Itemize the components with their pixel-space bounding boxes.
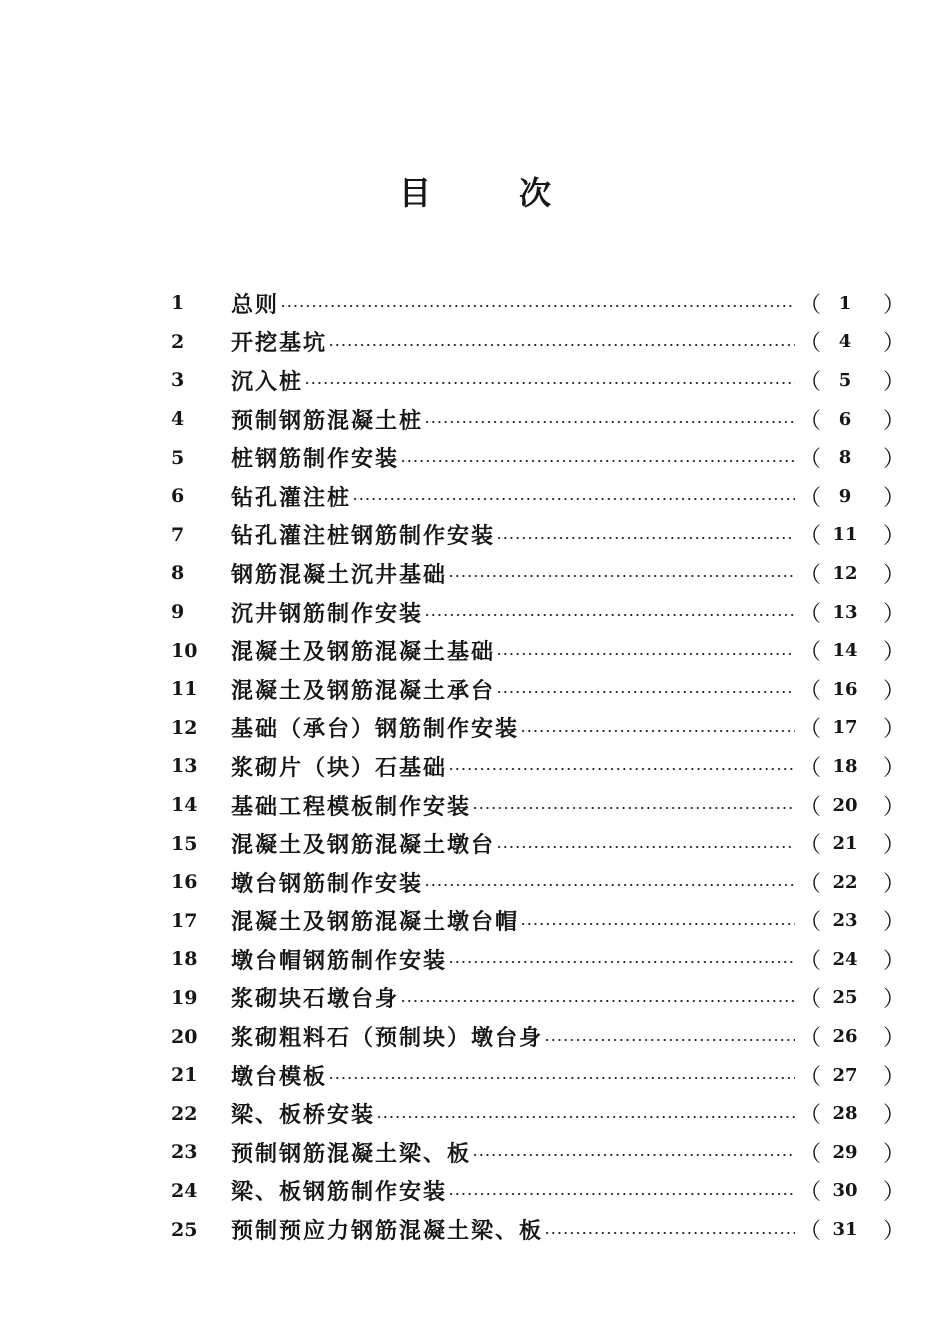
toc-entry-number: 2 bbox=[171, 330, 185, 353]
page-open-paren: （ bbox=[799, 1219, 822, 1245]
page-close-paren: ） bbox=[883, 794, 906, 820]
toc-entry[interactable] bbox=[165, 979, 905, 1018]
toc-entry-title: 桩钢筋制作安装 bbox=[231, 447, 400, 473]
page-open-paren: （ bbox=[799, 987, 822, 1013]
toc-entry-title-wrap bbox=[231, 712, 797, 743]
toc-entry-page: 31 bbox=[832, 1219, 858, 1241]
dot-leader bbox=[424, 884, 795, 886]
toc-entry[interactable] bbox=[165, 1056, 905, 1095]
toc-entry[interactable] bbox=[165, 863, 905, 902]
toc-entry[interactable] bbox=[165, 1017, 905, 1056]
page-open-paren: （ bbox=[799, 1103, 822, 1129]
dot-leader bbox=[448, 961, 795, 963]
page-close-paren: ） bbox=[883, 485, 906, 511]
toc-entry-number: 23 bbox=[171, 1141, 198, 1164]
dot-leader bbox=[496, 691, 795, 693]
toc-entry-number: 11 bbox=[171, 678, 198, 701]
page-open-paren: （ bbox=[799, 292, 822, 318]
dot-leader bbox=[304, 382, 795, 384]
toc-entry-page: 18 bbox=[832, 755, 858, 777]
toc-entry-title: 钻孔灌注桩 bbox=[231, 485, 352, 511]
dot-leader bbox=[448, 575, 795, 577]
dot-leader bbox=[376, 1116, 795, 1118]
dot-leader bbox=[472, 1154, 795, 1156]
toc-entry[interactable] bbox=[165, 1172, 905, 1211]
toc-entry-number: 1 bbox=[171, 292, 185, 315]
toc-entry-number: 24 bbox=[171, 1179, 198, 1202]
toc-entry-number: 15 bbox=[171, 832, 198, 855]
toc-entry-title: 浆砌块石墩台身 bbox=[231, 987, 400, 1013]
toc-entry-number: 20 bbox=[171, 1025, 198, 1048]
toc-entry[interactable] bbox=[165, 747, 905, 786]
toc-entry-title: 梁、板钢筋制作安装 bbox=[231, 1180, 448, 1206]
toc-entry-title-wrap bbox=[231, 1060, 797, 1091]
page-close-paren: ） bbox=[883, 601, 906, 627]
toc-entry[interactable] bbox=[165, 400, 905, 439]
dot-leader bbox=[328, 344, 795, 346]
dot-leader bbox=[448, 768, 795, 770]
page-open-paren: （ bbox=[799, 640, 822, 666]
toc-entry-page: 24 bbox=[832, 948, 858, 970]
toc-entry-number: 12 bbox=[171, 716, 198, 739]
toc-entry-number: 18 bbox=[171, 948, 198, 971]
toc-entry[interactable] bbox=[165, 1133, 905, 1172]
toc-entry-number: 5 bbox=[171, 446, 185, 469]
toc-entry-page: 21 bbox=[832, 833, 858, 855]
page-close-paren: ） bbox=[883, 640, 906, 666]
toc-entry-page: 13 bbox=[832, 601, 858, 623]
toc-entry[interactable] bbox=[165, 670, 905, 709]
page-open-paren: （ bbox=[799, 717, 822, 743]
table-of-contents bbox=[165, 284, 905, 1249]
toc-entry-title-wrap bbox=[231, 558, 797, 589]
toc-entry-title: 钢筋混凝土沉井基础 bbox=[231, 562, 448, 588]
dot-leader bbox=[544, 1232, 795, 1234]
toc-entry-number: 9 bbox=[171, 601, 185, 624]
toc-entry-title: 开挖基坑 bbox=[231, 331, 328, 357]
page-close-paren: ） bbox=[883, 871, 906, 897]
toc-entry[interactable] bbox=[165, 940, 905, 979]
toc-entry-title-wrap bbox=[231, 635, 797, 666]
page-open-paren: （ bbox=[799, 369, 822, 395]
toc-entry-number: 8 bbox=[171, 562, 185, 585]
page-open-paren: （ bbox=[799, 447, 822, 473]
page-close-paren: ） bbox=[883, 1219, 906, 1245]
page-open-paren: （ bbox=[799, 1180, 822, 1206]
page-open-paren: （ bbox=[799, 562, 822, 588]
page-close-paren: ） bbox=[883, 1103, 906, 1129]
toc-entry[interactable] bbox=[165, 902, 905, 941]
toc-entry-page: 5 bbox=[838, 369, 852, 391]
toc-entry[interactable] bbox=[165, 361, 905, 400]
toc-entry-title: 总则 bbox=[231, 292, 280, 318]
toc-entry-title: 预制预应力钢筋混凝土梁、板 bbox=[231, 1219, 544, 1245]
toc-entry-title-wrap bbox=[231, 674, 797, 705]
toc-entry-number: 6 bbox=[171, 485, 185, 508]
page-title-left: 目 bbox=[398, 174, 431, 212]
page-open-paren: （ bbox=[799, 1026, 822, 1052]
toc-entry-number: 22 bbox=[171, 1102, 198, 1125]
toc-entry-title-wrap bbox=[231, 790, 797, 821]
page-close-paren: ） bbox=[883, 910, 906, 936]
toc-entry[interactable] bbox=[165, 631, 905, 670]
toc-entry-number: 13 bbox=[171, 755, 198, 778]
toc-entry-title-wrap bbox=[231, 751, 797, 782]
page-close-paren: ） bbox=[883, 987, 906, 1013]
toc-entry-title-wrap bbox=[231, 1137, 797, 1168]
dot-leader bbox=[520, 923, 795, 925]
toc-entry-title-wrap bbox=[231, 442, 797, 473]
dot-leader bbox=[544, 1039, 795, 1041]
toc-entry-number: 14 bbox=[171, 794, 198, 817]
toc-entry-page: 12 bbox=[832, 562, 858, 584]
page-open-paren: （ bbox=[799, 408, 822, 434]
toc-entry-title-wrap bbox=[231, 1175, 797, 1206]
toc-entry-title-wrap bbox=[231, 867, 797, 898]
toc-entry-page: 6 bbox=[838, 408, 852, 430]
toc-entry-page: 27 bbox=[832, 1064, 858, 1086]
dot-leader bbox=[496, 846, 795, 848]
dot-leader bbox=[424, 421, 795, 423]
toc-entry-page: 16 bbox=[832, 678, 858, 700]
page-close-paren: ） bbox=[883, 755, 906, 781]
toc-entry-title: 沉入桩 bbox=[231, 369, 304, 395]
page-close-paren: ） bbox=[883, 408, 906, 434]
toc-entry-title-wrap bbox=[231, 481, 797, 512]
toc-entry-title: 浆砌粗料石（预制块）墩台身 bbox=[231, 1026, 544, 1052]
page-title bbox=[0, 168, 950, 214]
dot-leader bbox=[448, 1193, 795, 1195]
toc-entry[interactable] bbox=[165, 824, 905, 863]
toc-entry-title: 梁、板桥安装 bbox=[231, 1103, 376, 1129]
toc-entry-page: 23 bbox=[832, 910, 858, 932]
page-close-paren: ） bbox=[883, 292, 906, 318]
toc-entry[interactable] bbox=[165, 786, 905, 825]
toc-entry-page: 26 bbox=[832, 1026, 858, 1048]
toc-entry-title-wrap bbox=[231, 404, 797, 435]
toc-entry-title: 墩台帽钢筋制作安装 bbox=[231, 948, 448, 974]
toc-entry-number: 4 bbox=[171, 408, 185, 431]
toc-entry-title: 基础工程模板制作安装 bbox=[231, 794, 472, 820]
toc-entry-title: 混凝土及钢筋混凝土墩台帽 bbox=[231, 910, 520, 936]
page-close-paren: ） bbox=[883, 447, 906, 473]
toc-entry-page: 30 bbox=[832, 1180, 858, 1202]
page-close-paren: ） bbox=[883, 1026, 906, 1052]
page-open-paren: （ bbox=[799, 833, 822, 859]
dot-leader bbox=[352, 498, 795, 500]
toc-entry-page: 25 bbox=[832, 987, 858, 1009]
toc-entry-page: 17 bbox=[832, 717, 858, 739]
toc-entry-title-wrap bbox=[231, 365, 797, 396]
dot-leader bbox=[280, 305, 795, 307]
toc-entry-title-wrap bbox=[231, 828, 797, 859]
toc-entry-page: 4 bbox=[838, 331, 852, 353]
toc-entry[interactable] bbox=[165, 1094, 905, 1133]
toc-entry-number: 10 bbox=[171, 639, 198, 662]
toc-entry-number: 25 bbox=[171, 1218, 198, 1241]
page-close-paren: ） bbox=[883, 562, 906, 588]
toc-entry[interactable] bbox=[165, 284, 905, 323]
toc-entry-title-wrap bbox=[231, 1021, 797, 1052]
toc-entry-title: 混凝土及钢筋混凝土承台 bbox=[231, 678, 496, 704]
toc-entry-page: 8 bbox=[838, 447, 852, 469]
dot-leader bbox=[400, 460, 795, 462]
toc-entry-title: 钻孔灌注桩钢筋制作安装 bbox=[231, 524, 496, 550]
dot-leader bbox=[424, 614, 795, 616]
dot-leader bbox=[400, 1000, 795, 1002]
page-open-paren: （ bbox=[799, 1064, 822, 1090]
toc-entry-title: 沉井钢筋制作安装 bbox=[231, 601, 424, 627]
dot-leader bbox=[328, 1077, 795, 1079]
page-open-paren: （ bbox=[799, 678, 822, 704]
page-close-paren: ） bbox=[883, 331, 906, 357]
toc-entry-title: 基础（承台）钢筋制作安装 bbox=[231, 717, 520, 743]
toc-entry-number: 21 bbox=[171, 1064, 198, 1087]
toc-entry-number: 3 bbox=[171, 369, 185, 392]
dot-leader bbox=[496, 537, 795, 539]
toc-entry-title: 混凝土及钢筋混凝土墩台 bbox=[231, 833, 496, 859]
toc-entry-number: 19 bbox=[171, 986, 198, 1009]
toc-entry-page: 11 bbox=[832, 524, 858, 546]
toc-entry[interactable] bbox=[165, 709, 905, 748]
toc-entry-page: 20 bbox=[832, 794, 858, 816]
toc-entry-title-wrap bbox=[231, 597, 797, 628]
toc-entry-page: 29 bbox=[832, 1141, 858, 1163]
toc-entry-title: 浆砌片（块）石基础 bbox=[231, 755, 448, 781]
toc-entry-title: 预制钢筋混凝土梁、板 bbox=[231, 1141, 472, 1167]
page-close-paren: ） bbox=[883, 524, 906, 550]
page-open-paren: （ bbox=[799, 331, 822, 357]
toc-entry-title-wrap bbox=[231, 1214, 797, 1245]
toc-entry-title: 混凝土及钢筋混凝土基础 bbox=[231, 640, 496, 666]
toc-entry-title: 墩台钢筋制作安装 bbox=[231, 871, 424, 897]
page-open-paren: （ bbox=[799, 524, 822, 550]
toc-entry-title-wrap bbox=[231, 519, 797, 550]
toc-entry-title-wrap bbox=[231, 982, 797, 1013]
page-close-paren: ） bbox=[883, 1141, 906, 1167]
page-open-paren: （ bbox=[799, 601, 822, 627]
page-open-paren: （ bbox=[799, 485, 822, 511]
page-close-paren: ） bbox=[883, 1064, 906, 1090]
page-close-paren: ） bbox=[883, 369, 906, 395]
page-close-paren: ） bbox=[883, 1180, 906, 1206]
toc-entry[interactable] bbox=[165, 438, 905, 477]
toc-entry-title-wrap bbox=[231, 905, 797, 936]
page-open-paren: （ bbox=[799, 755, 822, 781]
dot-leader bbox=[496, 653, 795, 655]
toc-entry-title-wrap bbox=[231, 326, 797, 357]
page-open-paren: （ bbox=[799, 910, 822, 936]
toc-entry-page: 1 bbox=[838, 292, 852, 314]
toc-entry-title: 预制钢筋混凝土桩 bbox=[231, 408, 424, 434]
toc-entry-title-wrap bbox=[231, 944, 797, 975]
toc-entry-page: 14 bbox=[832, 640, 858, 662]
toc-entry-title: 墩台模板 bbox=[231, 1064, 328, 1090]
toc-entry-page: 28 bbox=[832, 1103, 858, 1125]
page-close-paren: ） bbox=[883, 717, 906, 743]
page-close-paren: ） bbox=[883, 833, 906, 859]
page-title-right: 次 bbox=[519, 174, 552, 212]
toc-entry-number: 7 bbox=[171, 523, 185, 546]
toc-entry[interactable] bbox=[165, 593, 905, 632]
page-close-paren: ） bbox=[883, 948, 906, 974]
page-open-paren: （ bbox=[799, 871, 822, 897]
toc-entry-number: 17 bbox=[171, 909, 198, 932]
toc-entry[interactable] bbox=[165, 477, 905, 516]
page-open-paren: （ bbox=[799, 794, 822, 820]
page-open-paren: （ bbox=[799, 1141, 822, 1167]
toc-entry[interactable] bbox=[165, 554, 905, 593]
toc-entry[interactable] bbox=[165, 323, 905, 362]
toc-entry-number: 16 bbox=[171, 871, 198, 894]
page-open-paren: （ bbox=[799, 948, 822, 974]
page-close-paren: ） bbox=[883, 678, 906, 704]
toc-entry-title-wrap bbox=[231, 288, 797, 319]
toc-entry-title-wrap bbox=[231, 1098, 797, 1129]
dot-leader bbox=[472, 807, 795, 809]
toc-entry[interactable] bbox=[165, 516, 905, 555]
toc-entry-page: 9 bbox=[838, 485, 852, 507]
toc-entry[interactable] bbox=[165, 1210, 905, 1249]
dot-leader bbox=[520, 730, 795, 732]
toc-entry-page: 22 bbox=[832, 871, 858, 893]
